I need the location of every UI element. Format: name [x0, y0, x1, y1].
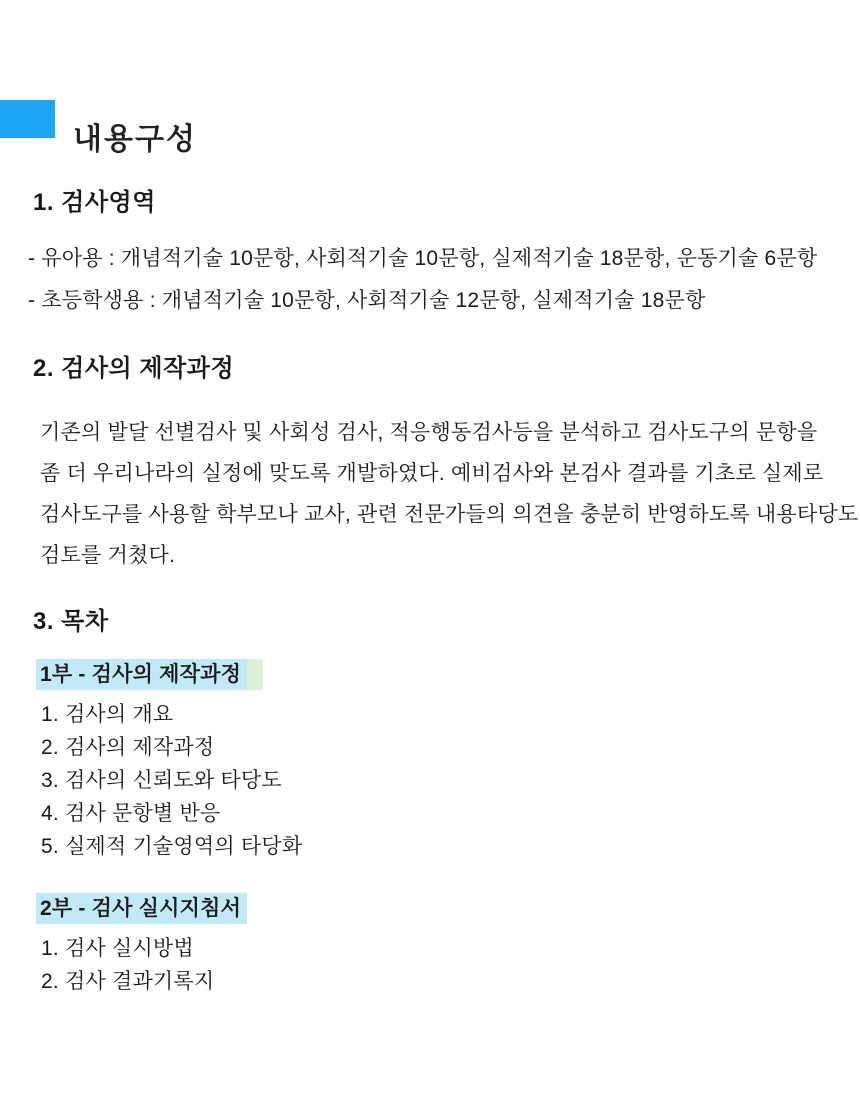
- toc-item: 1. 검사의 개요: [41, 703, 174, 726]
- toc-part-2-title: 2부 - 검사 실시지침서: [36, 893, 247, 924]
- process-paragraph: [40, 412, 860, 576]
- toc-item: 2. 검사의 제작과정: [41, 736, 215, 759]
- toc-item: 5. 실제적 기술영역의 타당화: [41, 835, 303, 858]
- toc-part-1-title-row: [36, 659, 860, 690]
- toc-part-1: [36, 659, 860, 863]
- section-heading-test-area: 1. 검사영역: [33, 189, 156, 216]
- toc-part-2-title-row: [36, 893, 860, 924]
- page-title: 내용구성: [73, 123, 197, 157]
- toc-item: 2. 검사 결과기록지: [41, 970, 215, 993]
- section-heading-toc: 3. 목차: [33, 608, 109, 635]
- test-area-line-elementary: - 초등학생용 : 개념적기술 10문항, 사회적기술 12문항, 실제적기술 18문항: [28, 289, 706, 312]
- toc-part-1-title: 1부 - 검사의 제작과정: [36, 659, 247, 690]
- paragraph-line: 검토를 거쳤다.: [40, 544, 175, 567]
- toc-part-1-items: [41, 698, 860, 863]
- toc-item: 1. 검사 실시방법: [41, 937, 194, 960]
- section-heading-process: 2. 검사의 제작과정: [33, 355, 235, 382]
- paragraph-line: 검사도구를 사용할 학부모나 교사, 관련 전문가들의 의견을 충분히 반영하도록 내용타당도: [40, 503, 859, 526]
- paragraph-line: 기존의 발달 선별검사 및 사회성 검사, 적응행동검사등을 분석하고 검사도구의 문항을: [40, 421, 818, 444]
- toc-item: 3. 검사의 신뢰도와 타당도: [41, 769, 282, 792]
- toc-part-2-items: [41, 932, 860, 998]
- highlight-green-tail: [247, 659, 263, 690]
- test-area-list: [28, 238, 860, 322]
- toc-item: 4. 검사 문항별 반응: [41, 802, 221, 825]
- test-area-line-preschool: - 유아용 : 개념적기술 10문항, 사회적기술 10문항, 실제적기술 18문항, 운동기술 6문항: [28, 247, 818, 270]
- toc-part-2: [36, 893, 860, 998]
- accent-bar: [0, 100, 55, 138]
- paragraph-line: 좀 더 우리나라의 실정에 맞도록 개발하였다. 예비검사와 본검사 결과를 기초로 실제로: [40, 462, 824, 485]
- page-content: [0, 176, 860, 998]
